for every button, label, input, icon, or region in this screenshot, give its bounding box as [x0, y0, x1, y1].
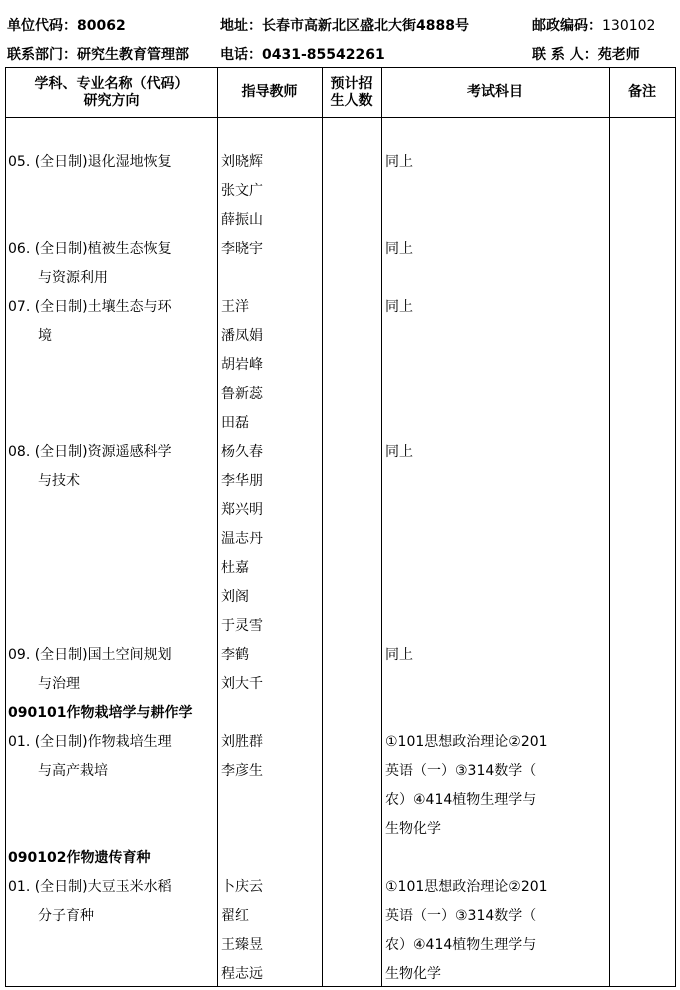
row-advisor-cell: 田磊	[221, 415, 249, 431]
col-header-notes-label: 备注	[628, 84, 656, 100]
row-advisor-cell: 李华朋	[221, 473, 263, 489]
row-advisor-cell: 胡岩峰	[221, 357, 263, 373]
col-divider	[322, 68, 323, 986]
row-exam-cell: 生物化学	[385, 821, 441, 837]
address	[220, 15, 469, 35]
row-exam-cell: 同上	[385, 444, 413, 460]
unit-code	[7, 15, 126, 35]
col-header-enroll-line1: 预计招	[330, 75, 373, 92]
row-advisor-cell: 程志远	[221, 966, 263, 982]
row-advisor-cell: 李鹤	[221, 647, 249, 663]
col-header-advisor	[217, 68, 322, 117]
row-major-cell: 与技术	[38, 473, 80, 489]
col-header-notes	[609, 68, 675, 117]
col-header-enroll	[322, 68, 381, 117]
row-advisor-cell: 刘阁	[221, 589, 249, 605]
row-advisor-cell: 王洋	[221, 299, 249, 315]
row-advisor-cell: 刘晓辉	[221, 154, 263, 170]
row-exam-cell: 生物化学	[385, 966, 441, 982]
row-exam-cell: 英语（一）③314数学（	[385, 763, 537, 779]
dept-value: 研究生教育管理部	[77, 47, 189, 63]
contact-value: 苑老师	[597, 47, 640, 63]
row-advisor-cell: 薛振山	[221, 212, 263, 228]
unit-code-value: 80062	[77, 18, 126, 34]
postal-label: 邮政编码：	[532, 18, 602, 34]
phone-value: 0431-85542261	[262, 47, 385, 63]
row-advisor-cell: 于灵雪	[221, 618, 263, 634]
row-advisor-cell: 温志丹	[221, 531, 263, 547]
row-exam-cell: 同上	[385, 241, 413, 257]
row-advisor-cell: 王臻昱	[221, 937, 263, 953]
row-major-cell: 01. (全日制)作物栽培生理	[8, 734, 172, 750]
row-major-cell: 分子育种	[38, 908, 94, 924]
row-major-cell: 090102作物遗传育种	[8, 850, 151, 866]
row-major-cell: 与高产栽培	[38, 763, 108, 779]
row-exam-cell: 英语（一）③314数学（	[385, 908, 537, 924]
row-advisor-cell: 杜嘉	[221, 560, 249, 576]
row-major-cell: 与治理	[38, 676, 80, 692]
row-advisor-cell: 卜庆云	[221, 879, 263, 895]
row-advisor-cell: 鲁新蕊	[221, 386, 263, 402]
col-header-enroll-line2: 生人数	[330, 92, 373, 109]
col-header-exam	[381, 68, 609, 117]
col-header-major-line2: 研究方向	[83, 92, 140, 109]
row-exam-cell: 农）④414植物生理学与	[385, 792, 537, 808]
row-major-cell: 06. (全日制)植被生态恢复	[8, 241, 172, 257]
row-exam-cell: 同上	[385, 647, 413, 663]
admissions-table	[5, 67, 676, 987]
row-major-cell: 090101作物栽培学与耕作学	[8, 705, 193, 721]
header-divider	[6, 117, 675, 118]
contact-label: 联 系 人：	[532, 47, 598, 63]
address-label: 地址：	[220, 18, 262, 34]
row-advisor-cell: 刘大千	[221, 676, 263, 692]
row-major-cell: 09. (全日制)国土空间规划	[8, 647, 172, 663]
row-major-cell: 与资源利用	[38, 270, 108, 286]
row-exam-cell: 同上	[385, 299, 413, 315]
row-advisor-cell: 杨久春	[221, 444, 263, 460]
row-exam-cell: 农）④414植物生理学与	[385, 937, 537, 953]
row-exam-cell: ①101思想政治理论②201	[385, 734, 548, 750]
row-exam-cell: 同上	[385, 154, 413, 170]
row-advisor-cell: 张文广	[221, 183, 263, 199]
row-advisor-cell: 潘凤娟	[221, 328, 263, 344]
row-major-cell: 01. (全日制)大豆玉米水稻	[8, 879, 172, 895]
address-value: 长春市高新北区盛北大街4888号	[262, 18, 469, 34]
row-advisor-cell: 翟红	[221, 908, 249, 924]
dept-label: 联系部门：	[7, 47, 77, 63]
row-major-cell: 境	[38, 328, 52, 344]
contact-person	[532, 44, 640, 64]
col-header-advisor-label: 指导教师	[241, 84, 298, 100]
col-divider	[609, 68, 610, 986]
phone	[220, 44, 385, 64]
row-advisor-cell: 李彦生	[221, 763, 263, 779]
unit-code-label: 单位代码：	[7, 18, 77, 34]
row-major-cell: 05. (全日制)退化湿地恢复	[8, 154, 172, 170]
col-header-major-line1: 学科、专业名称（代码）	[34, 75, 189, 92]
row-advisor-cell: 郑兴明	[221, 502, 263, 518]
row-major-cell: 07. (全日制)土壤生态与环	[8, 299, 172, 315]
contact-dept	[7, 44, 189, 64]
postal-value: 130102	[602, 18, 656, 34]
col-divider	[217, 68, 218, 986]
col-header-major	[6, 68, 217, 117]
col-divider	[381, 68, 382, 986]
postal-code	[532, 15, 655, 35]
row-major-cell: 08. (全日制)资源遥感科学	[8, 444, 172, 460]
row-exam-cell: ①101思想政治理论②201	[385, 879, 548, 895]
row-advisor-cell: 李晓宇	[221, 241, 263, 257]
phone-label: 电话：	[220, 47, 262, 63]
col-header-exam-label: 考试科目	[467, 84, 523, 100]
row-advisor-cell: 刘胜群	[221, 734, 263, 750]
